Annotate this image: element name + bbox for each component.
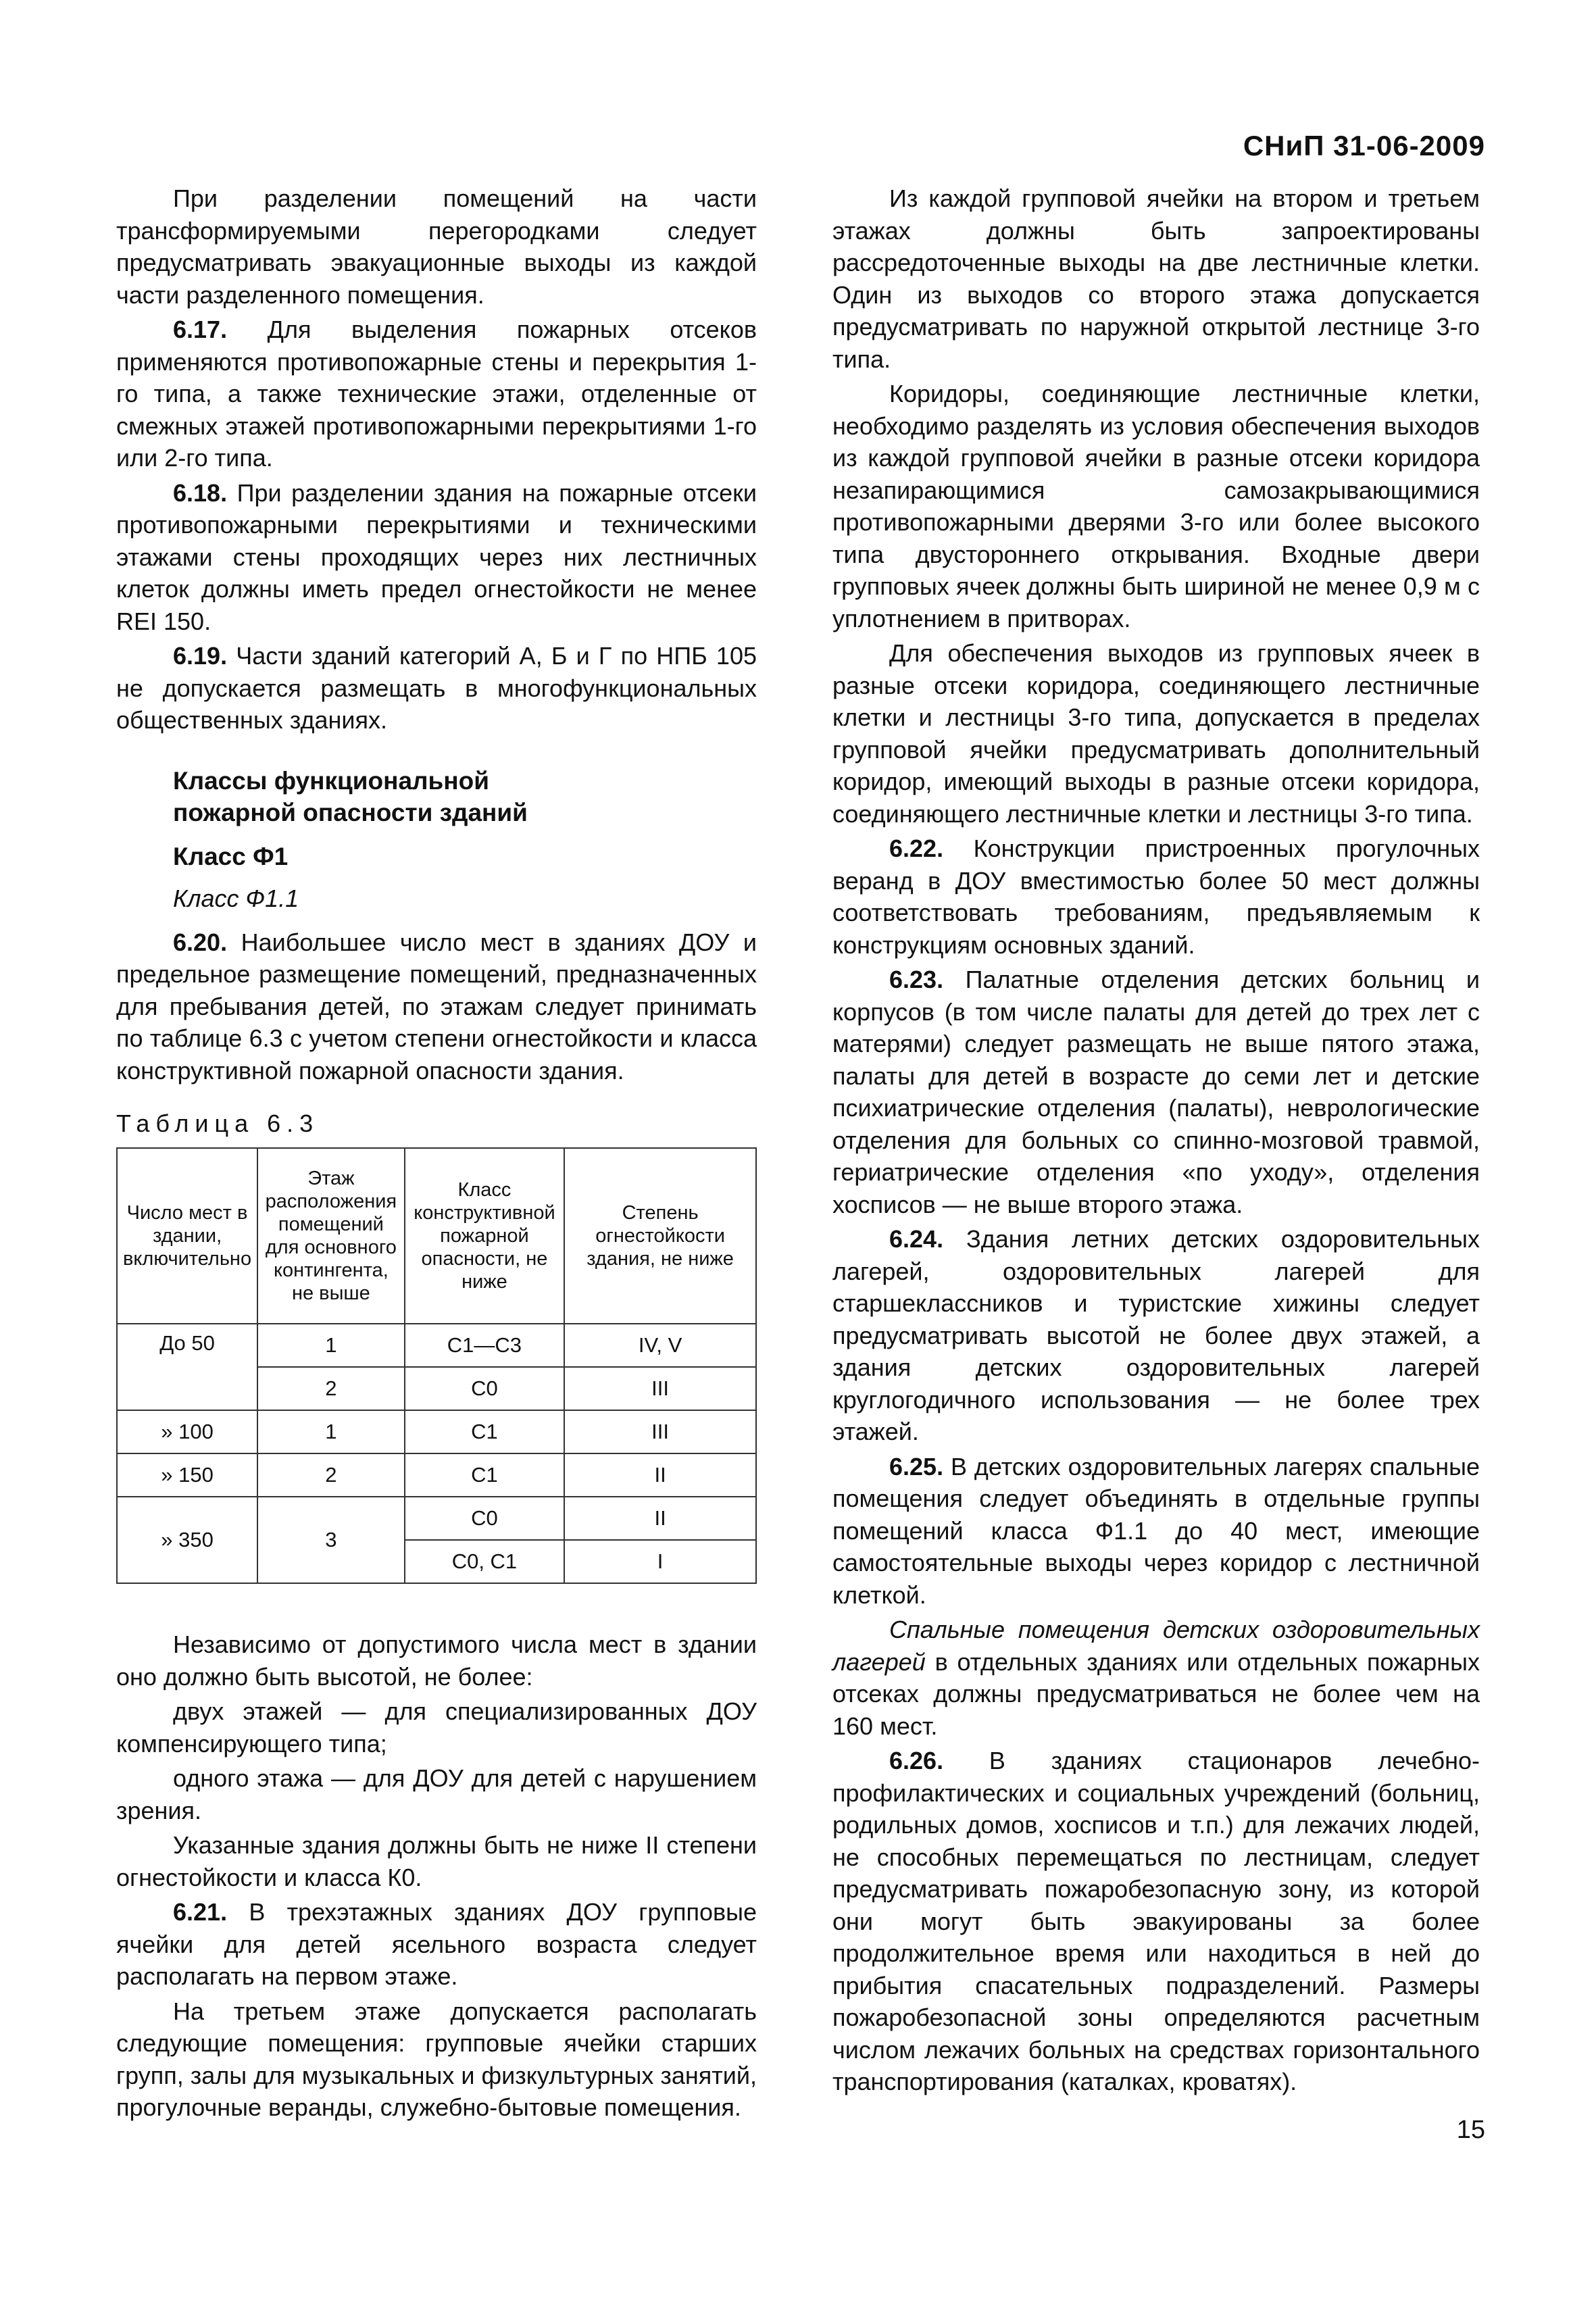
table-cell: До 50 bbox=[117, 1324, 257, 1410]
paragraph: При разделении помещений на части трансформируемыми перегородками следует предусматривать эвакуационные выходы из каждой части разделенного помещения. bbox=[116, 184, 757, 309]
subclass-heading: Класс Ф1.1 bbox=[173, 884, 299, 912]
clause-text: Здания летних детских оздоровительных лагерей, оздоровительных лагерей для старшеклассников и туристские хижины следует предусматривать высотой не более двух этажей, а здания детских оздоровительных лагерей круглогодичного использования — не более трех этажей. bbox=[832, 1225, 1480, 1445]
clause-6-24 bbox=[832, 1223, 1480, 1448]
clause-text: При разделении здания на пожарные отсеки противопожарными перекрытиями и техническими этажами стены проходящих через них лестничных клеток должны иметь предел огнестойкости не менее REI 150. bbox=[116, 478, 757, 635]
table-cell: II bbox=[564, 1453, 756, 1497]
paragraph: Из каждой групповой ячейки на втором и третьем этажах должны быть запроектированы рассредоточенные выходы на две лестничные клетки. Один из выходов со второго этажа допускается предусматривать по наружной открытой лестнице 3-го типа. bbox=[832, 184, 1480, 373]
clause-text: В трехэтажных зданиях ДОУ групповые ячейки для детей ясельного возраста следует располагать на первом этаже. bbox=[116, 1898, 757, 1990]
table-cell: С1 bbox=[405, 1453, 565, 1497]
clause-text: Наибольшее число мест в зданиях ДОУ и предельное размещение помещений, предназначенных для пребывания детей, по этажам следует принимать по таблице 6.3 с учетом степени огнестойкости и класса конструктивной пожарной опасности здания. bbox=[116, 928, 757, 1085]
table-cell: 2 bbox=[257, 1453, 405, 1497]
class-heading: Класс Ф1 bbox=[173, 842, 289, 870]
table-6-3 bbox=[116, 1147, 757, 1584]
clause-number: 6.23. bbox=[889, 966, 944, 993]
table-cell: С1 bbox=[405, 1410, 565, 1453]
table-cell: С1—С3 bbox=[405, 1324, 565, 1367]
table-cell: III bbox=[564, 1367, 756, 1410]
note-paragraph bbox=[832, 1614, 1480, 1742]
clause-number: 6.26. bbox=[889, 1747, 944, 1774]
clause-6-20 bbox=[116, 926, 757, 1087]
table-cell: III bbox=[564, 1410, 756, 1453]
clause-6-18 bbox=[116, 477, 757, 638]
clause-text: Части зданий категорий А, Б и Г по НПБ 105 не допускается размещать в многофункциональных общественных зданиях. bbox=[116, 642, 757, 734]
table-cell: I bbox=[564, 1540, 756, 1583]
clause-6-17 bbox=[116, 314, 757, 474]
table-caption: Таблица 6.3 bbox=[116, 1110, 320, 1137]
document-code: СНиП 31-06-2009 bbox=[1243, 130, 1485, 161]
clause-number: 6.22. bbox=[889, 835, 944, 862]
section-heading-line2: пожарной опасности зданий bbox=[173, 798, 528, 826]
table-row bbox=[117, 1410, 756, 1453]
paragraph: Для обеспечения выходов из групповых ячеек в разные отсеки коридора, соединяющего лестничные клетки и лестницы 3-го типа, допускается в пределах групповой ячейки предусматривать дополнительный коридор, имеющий выходы в разные отсеки коридора, соединяющего лестничные клетки и лестницы 3-го типа. bbox=[832, 639, 1480, 828]
clause-6-19 bbox=[116, 640, 757, 737]
table-cell: » 350 bbox=[117, 1497, 257, 1583]
clause-number: 6.20. bbox=[173, 928, 228, 956]
clause-text: В детских оздоровительных лагерях спальные помещения следует объединять в отдельные группы помещений класса Ф1.1 до 40 мест, имеющие самостоятельные выходы через коридор с лестничной клеткой. bbox=[832, 1452, 1480, 1609]
italic-text: Спальные помещения детских оздоровительных лагерей bbox=[832, 1616, 1480, 1676]
clause-number: 6.25. bbox=[889, 1452, 944, 1480]
clause-text: Конструкции пристроенных прогулочных веранд в ДОУ вместимостью более 50 мест должны соответствовать требованиям, предъявляемым к конструкциям основных зданий. bbox=[832, 835, 1480, 959]
clause-number: 6.21. bbox=[173, 1898, 228, 1926]
table-cell: С0, С1 bbox=[405, 1540, 565, 1583]
paragraph-text: в отдельных зданиях или отдельных пожарных отсеках должны предусматриваться не более чем на 160 мест. bbox=[832, 1647, 1480, 1740]
table-header-cell: Этаж расположения помещений для основного контингента, не выше bbox=[257, 1148, 405, 1324]
clause-6-23 bbox=[832, 964, 1480, 1220]
table-cell: 3 bbox=[257, 1497, 405, 1583]
page-number: 15 bbox=[1456, 2116, 1485, 2144]
table-row bbox=[117, 1497, 756, 1540]
table-cell: » 100 bbox=[117, 1410, 257, 1453]
clause-text: Палатные отделения детских больниц и корпусов (в том числе палаты для детей до трех лет с матерями) следует размещать не выше пятого этажа, палаты для детей в возрасте до семи лет и детские психиатрические отделения (палаты), неврологические отделения для больных со спинно-мозговой травмой, гериатрические отделения «по уходу», отделения хосписов — не выше второго этажа. bbox=[832, 966, 1480, 1218]
paragraph: На третьем этаже допускается располагать следующие помещения: групповые ячейки старших групп, залы для музыкальных и физкультурных занятий, прогулочные веранды, служебно-бытовые помещения. bbox=[116, 1997, 757, 2121]
clause-number: 6.17. bbox=[173, 316, 228, 343]
clause-number: 6.19. bbox=[173, 642, 228, 670]
clause-6-25 bbox=[832, 1451, 1480, 1612]
table-cell: С0 bbox=[405, 1367, 565, 1410]
table-row bbox=[117, 1324, 756, 1367]
table-header-cell: Класс конструктивной пожарной опасности, не ниже bbox=[405, 1148, 565, 1324]
clause-text: Для выделения пожарных отсеков применяются противопожарные стены и перекрытия 1-го типа, а также технические этажи, отделенные от смежных этажей противопожарными перекрытиями 1-го или 2-го типа. bbox=[116, 316, 757, 472]
table-cell: » 150 bbox=[117, 1453, 257, 1497]
left-column bbox=[116, 182, 757, 2126]
paragraph: Коридоры, соединяющие лестничные клетки, необходимо разделять из условия обеспечения выходов из каждой групповой ячейки в разные отсеки коридора незапирающимися самозакрывающимися противопожарными дверями 3-го или более высокого типа двустороннего открывания. Входные двери групповых ячеек должны быть шириной не менее 0,9 м с уплотнением в притворах. bbox=[832, 380, 1480, 632]
paragraph: Указанные здания должны быть не ниже II степени огнестойкости и класса К0. bbox=[116, 1831, 757, 1891]
clause-6-21 bbox=[116, 1896, 757, 1993]
table-cell: 1 bbox=[257, 1324, 405, 1367]
clause-text: В зданиях стационаров лечебно-профилактических и социальных учреждений (больниц, родильных домов, хосписов и т.п.) для лежачих людей, не способных перемещаться по лестницам, следует предусматривать пожаробезопасную зону, из которой они могут быть эвакуированы за более продолжительное время или находиться в ней до прибытия спасательных подразделений. Размеры пожаробезопасной зоны определяются расчетным числом лежачих больных на средствах горизонтального транспортирования (каталках, кроватях). bbox=[832, 1747, 1480, 2095]
table-cell: 2 bbox=[257, 1367, 405, 1410]
right-column bbox=[832, 182, 1480, 2101]
table-row bbox=[117, 1453, 756, 1497]
table-header-cell: Степень огнестойкости здания, не ниже bbox=[564, 1148, 756, 1324]
table-cell: 1 bbox=[257, 1410, 405, 1453]
clause-6-22 bbox=[832, 832, 1480, 961]
table-cell: II bbox=[564, 1497, 756, 1540]
paragraph: одного этажа — для ДОУ для детей с нарушением зрения. bbox=[116, 1764, 757, 1824]
table-cell: IV, V bbox=[564, 1324, 756, 1367]
table-cell: С0 bbox=[405, 1497, 565, 1540]
table-header-cell: Число мест в здании, включительно bbox=[117, 1148, 257, 1324]
table-header-row bbox=[117, 1148, 756, 1324]
paragraph: Независимо от допустимого числа мест в здании оно должно быть высотой, не более: bbox=[116, 1631, 757, 1691]
section-heading-line1: Классы функциональной bbox=[173, 766, 489, 795]
clause-number: 6.18. bbox=[173, 478, 228, 507]
clause-6-26 bbox=[832, 1745, 1480, 2098]
paragraph: двух этажей — для специализированных ДОУ компенсирующего типа; bbox=[116, 1697, 757, 1758]
clause-number: 6.24. bbox=[889, 1225, 944, 1253]
